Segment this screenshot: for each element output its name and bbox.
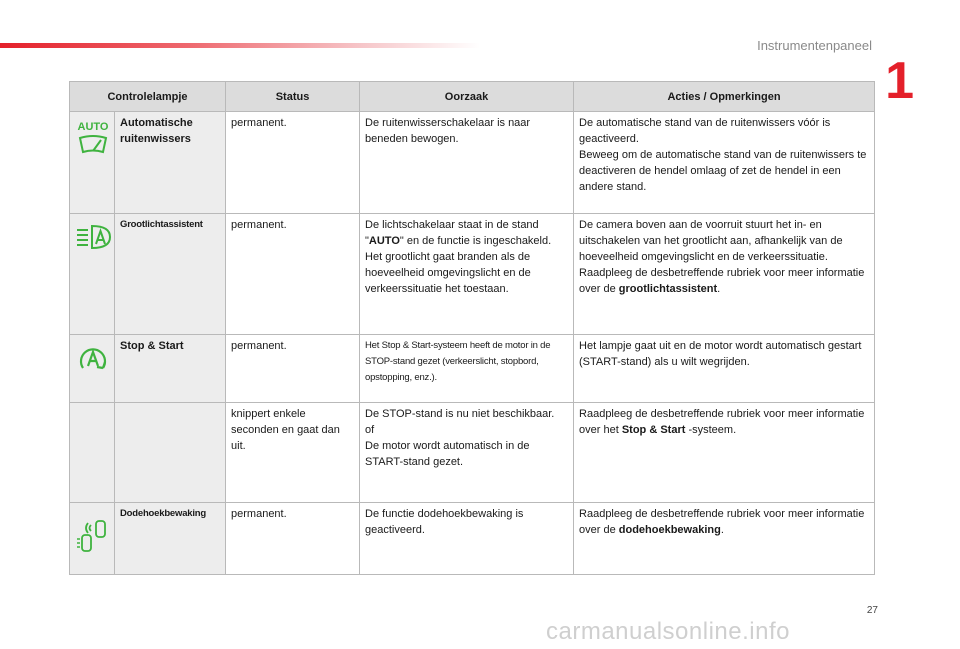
table-header-row [70,82,875,112]
row-name [115,403,226,503]
page-number: 27 [866,605,878,616]
icon-cell [70,112,115,214]
row-name: Dodehoekbewaking [115,503,226,575]
table-row [70,403,875,503]
highbeam-assist-icon [74,220,110,254]
table-row [70,335,875,403]
action-text: Raadpleeg de desbetreffende rubriek voor meer informatie over het [579,408,865,436]
blind-spot-icon [74,515,110,553]
row-action: Het lampje gaat uit en de motor wordt automatisch gestart (START-stand) als u wilt wegrijden. [574,335,875,403]
table-row [70,503,875,575]
warning-lights-table [69,81,875,575]
row-name: Grootlichtassistent [115,214,226,335]
auto-wiper-icon-label: AUTO [77,121,109,133]
row-action [574,503,875,575]
action-bold: grootlichtassistent [618,283,718,295]
column-header-controlelampje: Controlelampje [70,82,226,112]
row-status: permanent. [226,214,360,335]
auto-wiper-icon [74,118,110,162]
top-accent-bar [0,43,480,48]
row-action [574,214,875,335]
row-name: Stop & Start [115,335,226,403]
chapter-number: 1 [885,52,914,110]
icon-cell [70,503,115,575]
icon-cell [70,403,115,503]
action-text: . [720,524,724,536]
watermark: carmanualsonline.info [546,618,790,645]
row-name: Automatische ruitenwissers [115,112,226,214]
row-cause: De ruitenwisserschakelaar is naar beneden bewogen. [360,112,574,214]
icon-cell [70,214,115,335]
row-status: permanent. [226,112,360,214]
action-text: Raadpleeg de desbetreffende rubriek voor meer informatie over de [579,508,865,536]
column-header-acties: Acties / Opmerkingen [574,82,875,112]
row-action: De automatische stand van de ruitenwissers vóór is geactiveerd. Beweeg om de automatische stand van de ruitenwissers te deactiveren de hendel omlaag of zet de hendel in een andere stand. [574,112,875,214]
row-cause: De functie dodehoekbewaking is geactiveerd. [360,503,574,575]
cause-text: De lichtschakelaar staat in de stand " [365,219,539,247]
action-text: . [717,283,721,295]
table-row [70,112,875,214]
row-status: permanent. [226,503,360,575]
column-header-oorzaak: Oorzaak [360,82,574,112]
row-status: permanent. [226,335,360,403]
cause-bold: AUTO [368,235,400,247]
column-header-status: Status [226,82,360,112]
action-text: De camera boven aan de voorruit stuurt het in- en uitschakelen van het grootlicht aan, afhankelijk van de hoeveelheid omgevingslicht en de verkeerssituatie. Raadpleeg de desbetreffende rubriek voor meer informatie over de [579,219,865,295]
row-cause: De STOP-stand is nu niet beschikbaar. of De motor wordt automatisch in de START-stand gezet. [360,403,574,503]
row-cause: Het Stop & Start-systeem heeft de motor in de STOP-stand gezet (verkeerslicht, stopbord, opstopping, enz.). [360,335,574,403]
table-row [70,214,875,335]
action-bold: Stop & Start [621,424,686,436]
icon-cell [70,335,115,403]
cause-text: " en de functie is ingeschakeld. Het grootlicht gaat branden als de hoeveelheid omgevingslicht en de verkeerssituatie het toestaan. [365,235,552,295]
section-title: Instrumentenpaneel [757,38,872,53]
row-status: knippert enkele seconden en gaat dan uit. [226,403,360,503]
action-text: -systeem. [685,424,737,436]
row-cause [360,214,574,335]
stop-start-icon [74,341,110,375]
row-action [574,403,875,503]
action-bold: dodehoekbewaking [618,524,721,536]
